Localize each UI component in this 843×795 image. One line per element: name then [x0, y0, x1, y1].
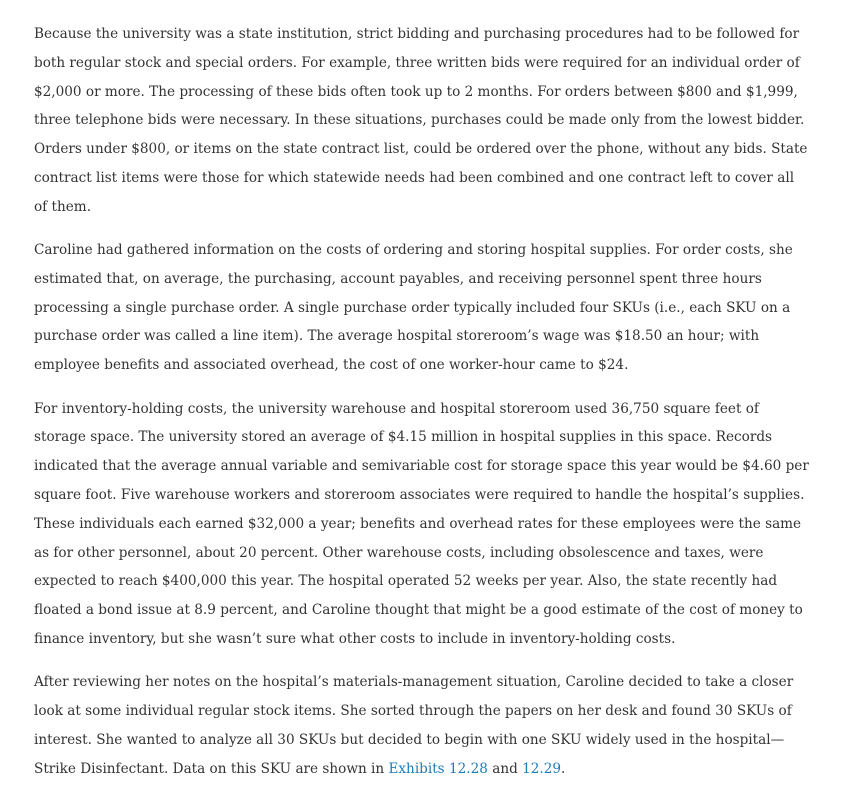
paragraph-order-costs: Caroline had gathered information on the costs of ordering and storing hospital supplies. For order costs, she estimated that, on average, the purchasing, account payables, and receiving personnel spent three hours processing a single purchase order. A single purchase order typically included four SKUs (i.e., each SKU on a purchase order was called a line item). The average hospital storeroom’s wage was $18.50 an hour; with employee benefits and associated overhead, the cost of one worker-hour came to $24. [34, 242, 793, 374]
paragraph-bidding-procedures: Because the university was a state institution, strict bidding and purchasing procedures had to be followed for both regular stock and special orders. For example, three written bids were required for an individual order of $2,000 or more. The processing of these bids often took up to 2 months. For orders between $800 and $1,999, three telephone bids were necessary. In these situations, purchases could be made only from the lowest bidder. Orders under $800, or items on the state contract list, could be ordered over the phone, without any bids. State contract list items were those for which statewide needs had been combined and one contract left to cover all of them. [34, 26, 808, 215]
exhibit-12-28-link[interactable]: Exhibits 12.28 [388, 760, 488, 777]
paragraph-text-between: and [487, 760, 523, 777]
paragraph-strike-disinfectant [34, 668, 809, 783]
paragraph-holding-costs: For inventory-holding costs, the university warehouse and hospital storeroom used 36,750 square feet of storage space. The university stored an average of $4.15 million in hospital supplies in this space. Records indicated that the average annual variable and semivariable cost for storage space this year would be $4.60 per square foot. Five warehouse workers and storeroom associates were required to handle the hospital’s supplies. These individuals each earned $32,000 a year; benefits and overhead rates for these employees were the same as for other personnel, about 20 percent. Other warehouse costs, including obsolescence and taxes, were expected to reach $400,000 this year. The hospital operated 52 weeks per year. Also, the state recently had floated a bond issue at 8.9 percent, and Caroline thought that might be a good estimate of the cost of money to finance inventory, but she wasn’t sure what other costs to include in inventory-holding costs. [34, 400, 809, 647]
exhibit-12-29-link[interactable]: 12.29 [522, 760, 562, 777]
paragraph-text-after: . [561, 760, 566, 777]
paragraph-text-before: After reviewing her notes on the hospital’s materials-management situation, Caroline decided to take a closer look at some individual regular stock items. She sorted through the papers on her desk and found 30 SKUs of interest. She wanted to analyze all 30 SKUs but decided to begin with one SKU widely used in the hospital—Strike Disinfectant. Data on this SKU are shown in [34, 674, 794, 777]
